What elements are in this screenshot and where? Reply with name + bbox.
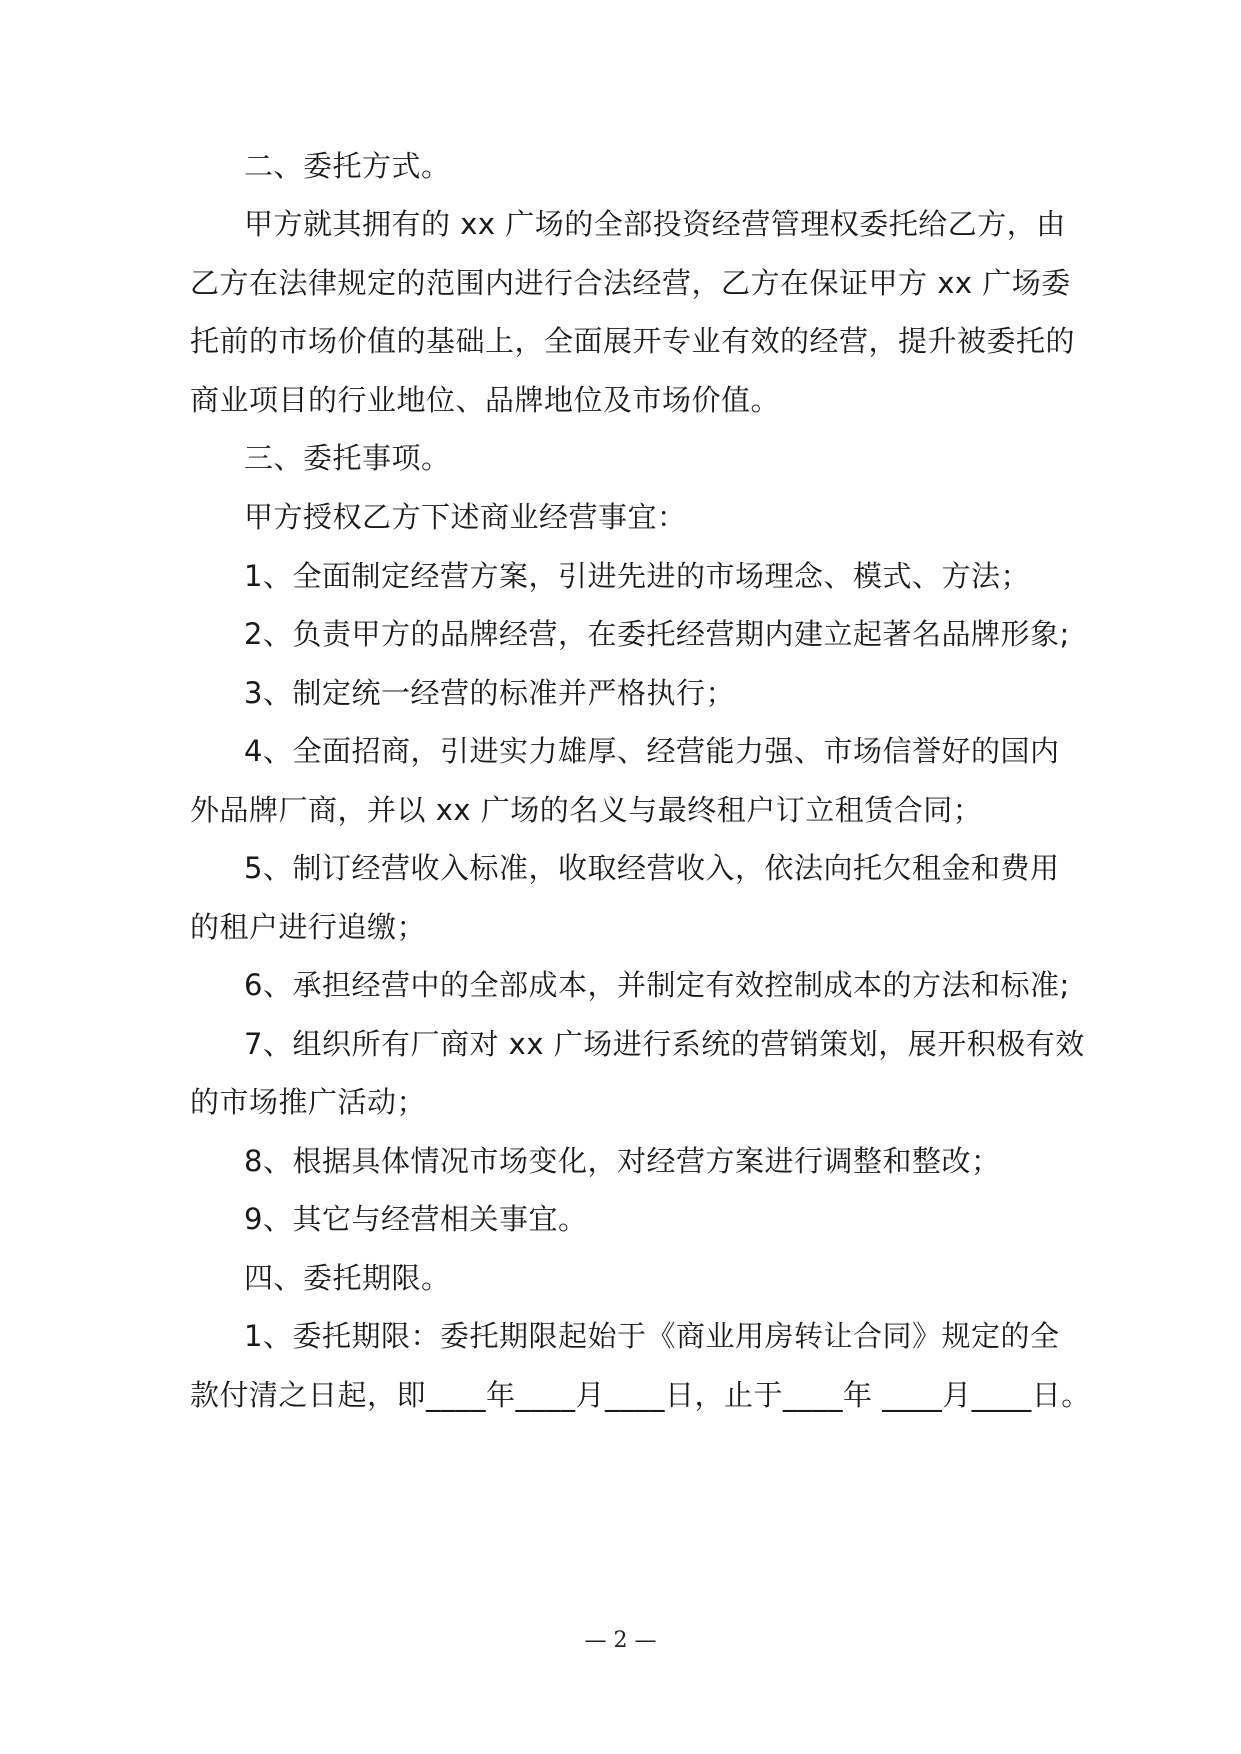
list-item: 5、制订经营收入标准，收取经营收入，依法向托欠租金和费用	[244, 851, 1060, 885]
list-item: 3、制定统一经营的标准并严格执行；	[244, 676, 735, 710]
list-item-continuation: 款付清之日起，即____年____月____日，止于____年 ____月____日。	[190, 1378, 1091, 1412]
list-item: 1、全面制定经营方案，引进先进的市场理念、模式、方法；	[244, 559, 1030, 593]
page-number: — 2 —	[584, 1628, 657, 1653]
heading-section-2: 二、委托方式。	[244, 149, 451, 183]
list-item: 1、委托期限：委托期限起始于《商业用房转让合同》规定的全	[244, 1319, 1060, 1353]
list-item: 9、其它与经营相关事宜。	[244, 1202, 588, 1236]
paragraph-line: 甲方授权乙方下述商业经营事宜：	[244, 500, 687, 534]
list-item-continuation: 外品牌厂商，并以 xx 广场的名义与最终租户订立租赁合同；	[190, 793, 983, 827]
paragraph-line: 商业项目的行业地位、品牌地位及市场价值。	[190, 383, 781, 417]
list-item-continuation: 的租户进行追缴；	[190, 910, 427, 944]
heading-section-3: 三、委托事项。	[244, 441, 451, 475]
paragraph-line: 托前的市场价值的基础上，全面展开专业有效的经营，提升被委托的	[190, 324, 1076, 358]
list-item: 2、负责甲方的品牌经营，在委托经营期内建立起著名品牌形象;	[244, 617, 1070, 651]
heading-section-4: 四、委托期限。	[244, 1261, 451, 1295]
list-item: 8、根据具体情况市场变化，对经营方案进行调整和整改；	[244, 1144, 1001, 1178]
list-item: 4、全面招商，引进实力雄厚、经营能力强、市场信誉好的国内	[244, 734, 1060, 768]
list-item-continuation: 的市场推广活动；	[190, 1085, 427, 1119]
list-item: 7、组织所有厂商对 xx 广场进行系统的营销策划，展开积极有效	[244, 1027, 1085, 1061]
list-item: 6、承担经营中的全部成本，并制定有效控制成本的方法和标准;	[244, 968, 1070, 1002]
paragraph-line: 甲方就其拥有的 xx 广场的全部投资经营管理权委托给乙方，由	[244, 207, 1066, 241]
paragraph-line: 乙方在法律规定的范围内进行合法经营，乙方在保证甲方 xx 广场委	[190, 266, 1071, 300]
